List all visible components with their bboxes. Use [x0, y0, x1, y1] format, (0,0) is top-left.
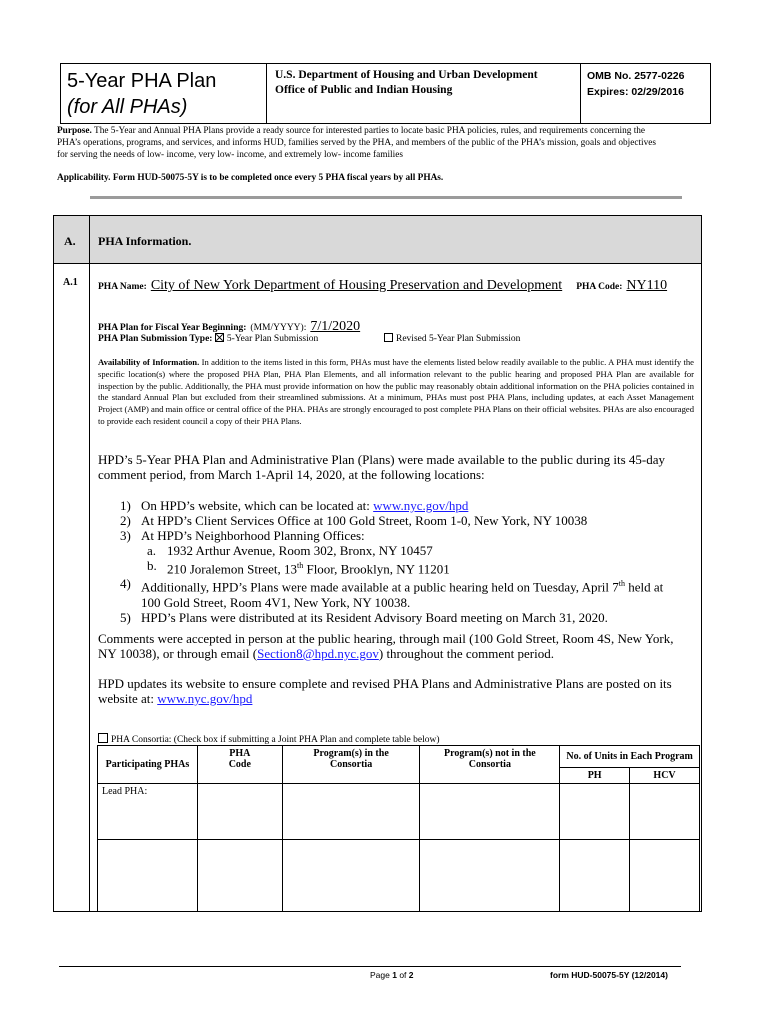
list-item: a. 1932 Arthur Avenue, Room 302, Bronx, NY 10457: [147, 543, 433, 558]
footer-rule: [59, 966, 681, 967]
section-a-left-rule: [89, 215, 90, 912]
list-item: 3) At HPD’s Neighborhood Planning Offices:: [120, 528, 365, 543]
availability-text: In addition to the items listed in this form, PHAs must have the elements listed below readily available to the public. A PHA must identify the specific location(s) where the proposed PHA Plan, PHA Plan Elements, and all information relevant to the public hearing and proposed PHA Plan are available for inspection by the public. Additionally, the PHA must provide information on how the public may reasonably obtain additional information on the PHA policies contained in the standard Annual Plan but excluded from their streamlined submissions. At a minimum, PHAs must post PHA Plans, including updates, at each Asset Management Project (AMP) and main office or central office of the PHA. PHAs are strongly encouraged to post complete PHA Plans on their official websites. PHAs are also encouraged to provide each resident council a copy of their PHA Plans.: [98, 357, 694, 426]
pha-name-value[interactable]: City of New York Department of Housing Preservation and Development: [150, 278, 563, 293]
form-title: 5-Year PHA Plan: [67, 70, 217, 92]
email-link[interactable]: Section8@hpd.nyc.gov: [257, 646, 379, 661]
purpose-label: Purpose.: [57, 126, 92, 136]
department-box: [266, 63, 581, 124]
section-letter: A.: [64, 234, 76, 248]
submission-type-row: [98, 333, 318, 344]
consortia-label: PHA Consortia: (Check box if submitting a Joint PHA Plan and complete table below): [111, 735, 440, 745]
col-units: No. of Units in Each Program: [560, 746, 700, 768]
five-year-option-label: 5-Year Plan Submission: [226, 334, 319, 344]
table-row: [98, 840, 700, 912]
list-item: 2) At HPD’s Client Services Office at 100 Gold Street, Room 1-0, New York, NY 10038: [120, 513, 588, 528]
applicability-label: Applicability.: [57, 173, 111, 183]
table-cell[interactable]: [98, 840, 198, 912]
lead-pha-cell[interactable]: Lead PHA:: [98, 784, 198, 840]
fiscal-year-value[interactable]: 7/1/2020: [310, 319, 361, 334]
hpd-website-link-2[interactable]: www.nyc.gov/hpd: [157, 691, 253, 706]
section-a-header-rule: [53, 263, 702, 264]
form-title-box: [60, 63, 267, 124]
form-subtitle: (for All PHAs): [67, 96, 188, 118]
section-divider: [90, 196, 682, 199]
hpd-website-link[interactable]: www.nyc.gov/hpd: [373, 498, 469, 513]
list-item: 4) Additionally, HPD’s Plans were made available at a public hearing held on Tuesday, April 7th held at 100 Gold Street, Room 4V1, New York, NY 10038.: [120, 576, 664, 610]
col-hcv: HCV: [630, 768, 700, 784]
table-row: [98, 784, 700, 840]
list-item: 1) On HPD’s website, which can be located at: www.nyc.gov/hpd: [120, 498, 469, 513]
omb-box: [580, 63, 711, 124]
revised-checkbox[interactable]: [384, 333, 393, 342]
form-number: form HUD-50075-5Y (12/2014): [550, 970, 668, 980]
purpose-text: The 5-Year and Annual PHA Plans provide a ready source for interested parties to locate basic PHA policies, rules, and requirements concerning the PHA’s operations, programs, and services, and informs HUD, families served by the PHA, and members of the public of the PHA’s mission, goals and objectives for serving the needs of low- income, very low- income, and extremely low- income families: [57, 126, 657, 160]
applicability-paragraph: [57, 172, 657, 184]
table-cell[interactable]: [197, 840, 282, 912]
revised-option-label: Revised 5-Year Plan Submission: [396, 334, 521, 344]
pha-code-value[interactable]: NY110: [626, 278, 668, 293]
section-title: PHA Information.: [98, 234, 192, 248]
table-cell[interactable]: [630, 840, 700, 912]
table-cell[interactable]: [630, 784, 700, 840]
list-item: b. 210 Joralemon Street, 13th Floor, Brooklyn, NY 11201: [147, 558, 450, 577]
col-pha-code: PHA Code: [197, 746, 282, 784]
updates-paragraph: HPD updates its website to ensure complete and revised PHA Plans and Administrative Plans are posted on its website at: www.nyc.gov/hpd: [98, 676, 672, 706]
availability-paragraph: [98, 357, 694, 428]
table-cell[interactable]: [560, 840, 630, 912]
pha-code-label: PHA Code:: [576, 282, 623, 292]
department-name: U.S. Department of Housing and Urban Development: [275, 69, 538, 81]
table-cell[interactable]: [560, 784, 630, 840]
office-name: Office of Public and Indian Housing: [275, 84, 453, 96]
col-programs-in: Program(s) in the Consortia: [282, 746, 420, 784]
col-ph: PH: [560, 768, 630, 784]
subsection-number: A.1: [63, 277, 78, 288]
table-cell[interactable]: [420, 840, 560, 912]
revised-option: [384, 333, 520, 344]
submission-type-label: PHA Plan Submission Type:: [98, 334, 213, 344]
locations-list: [120, 498, 685, 625]
pha-name-row: [98, 276, 698, 294]
fiscal-year-format: (MM/YYYY):: [250, 323, 307, 333]
page-number: Page 1 of 2: [370, 970, 414, 980]
fiscal-year-label: PHA Plan for Fiscal Year Beginning:: [98, 323, 247, 333]
purpose-paragraph: [57, 125, 657, 161]
five-year-checkbox[interactable]: [215, 333, 224, 342]
expiration-date: Expires: 02/29/2016: [587, 86, 684, 98]
table-cell[interactable]: [282, 784, 420, 840]
consortia-checkbox-row: [98, 733, 440, 745]
list-item: 5) HPD’s Plans were distributed at its Resident Advisory Board meeting on March 31, 2020.: [120, 609, 608, 625]
applicability-text: Form HUD-50075-5Y is to be completed once every 5 PHA fiscal years by all PHAs.: [112, 173, 444, 183]
col-participating-phas: Participating PHAs: [98, 746, 198, 784]
omb-number: OMB No. 2577-0226: [587, 70, 685, 82]
table-cell[interactable]: [420, 784, 560, 840]
col-programs-not-in: Program(s) not in the Consortia: [420, 746, 560, 784]
consortia-checkbox[interactable]: [98, 733, 108, 743]
availability-label: Availability of Information.: [98, 357, 200, 367]
comments-paragraph: Comments were accepted in person at the public hearing, through mail (100 Gold Street, Room 4S, New York, NY 10038), or through email (Section8@hpd.nyc.gov) throughout the comment period.: [98, 631, 674, 661]
intro-paragraph: HPD’s 5-Year PHA Plan and Administrative Plan (Plans) were made available to the public during its 45-day comment period, from March 1-April 14, 2020, at the following locations:: [98, 452, 665, 482]
table-cell[interactable]: [282, 840, 420, 912]
pha-name-label: PHA Name:: [98, 282, 147, 292]
consortia-table: [97, 745, 700, 912]
table-cell[interactable]: [197, 784, 282, 840]
